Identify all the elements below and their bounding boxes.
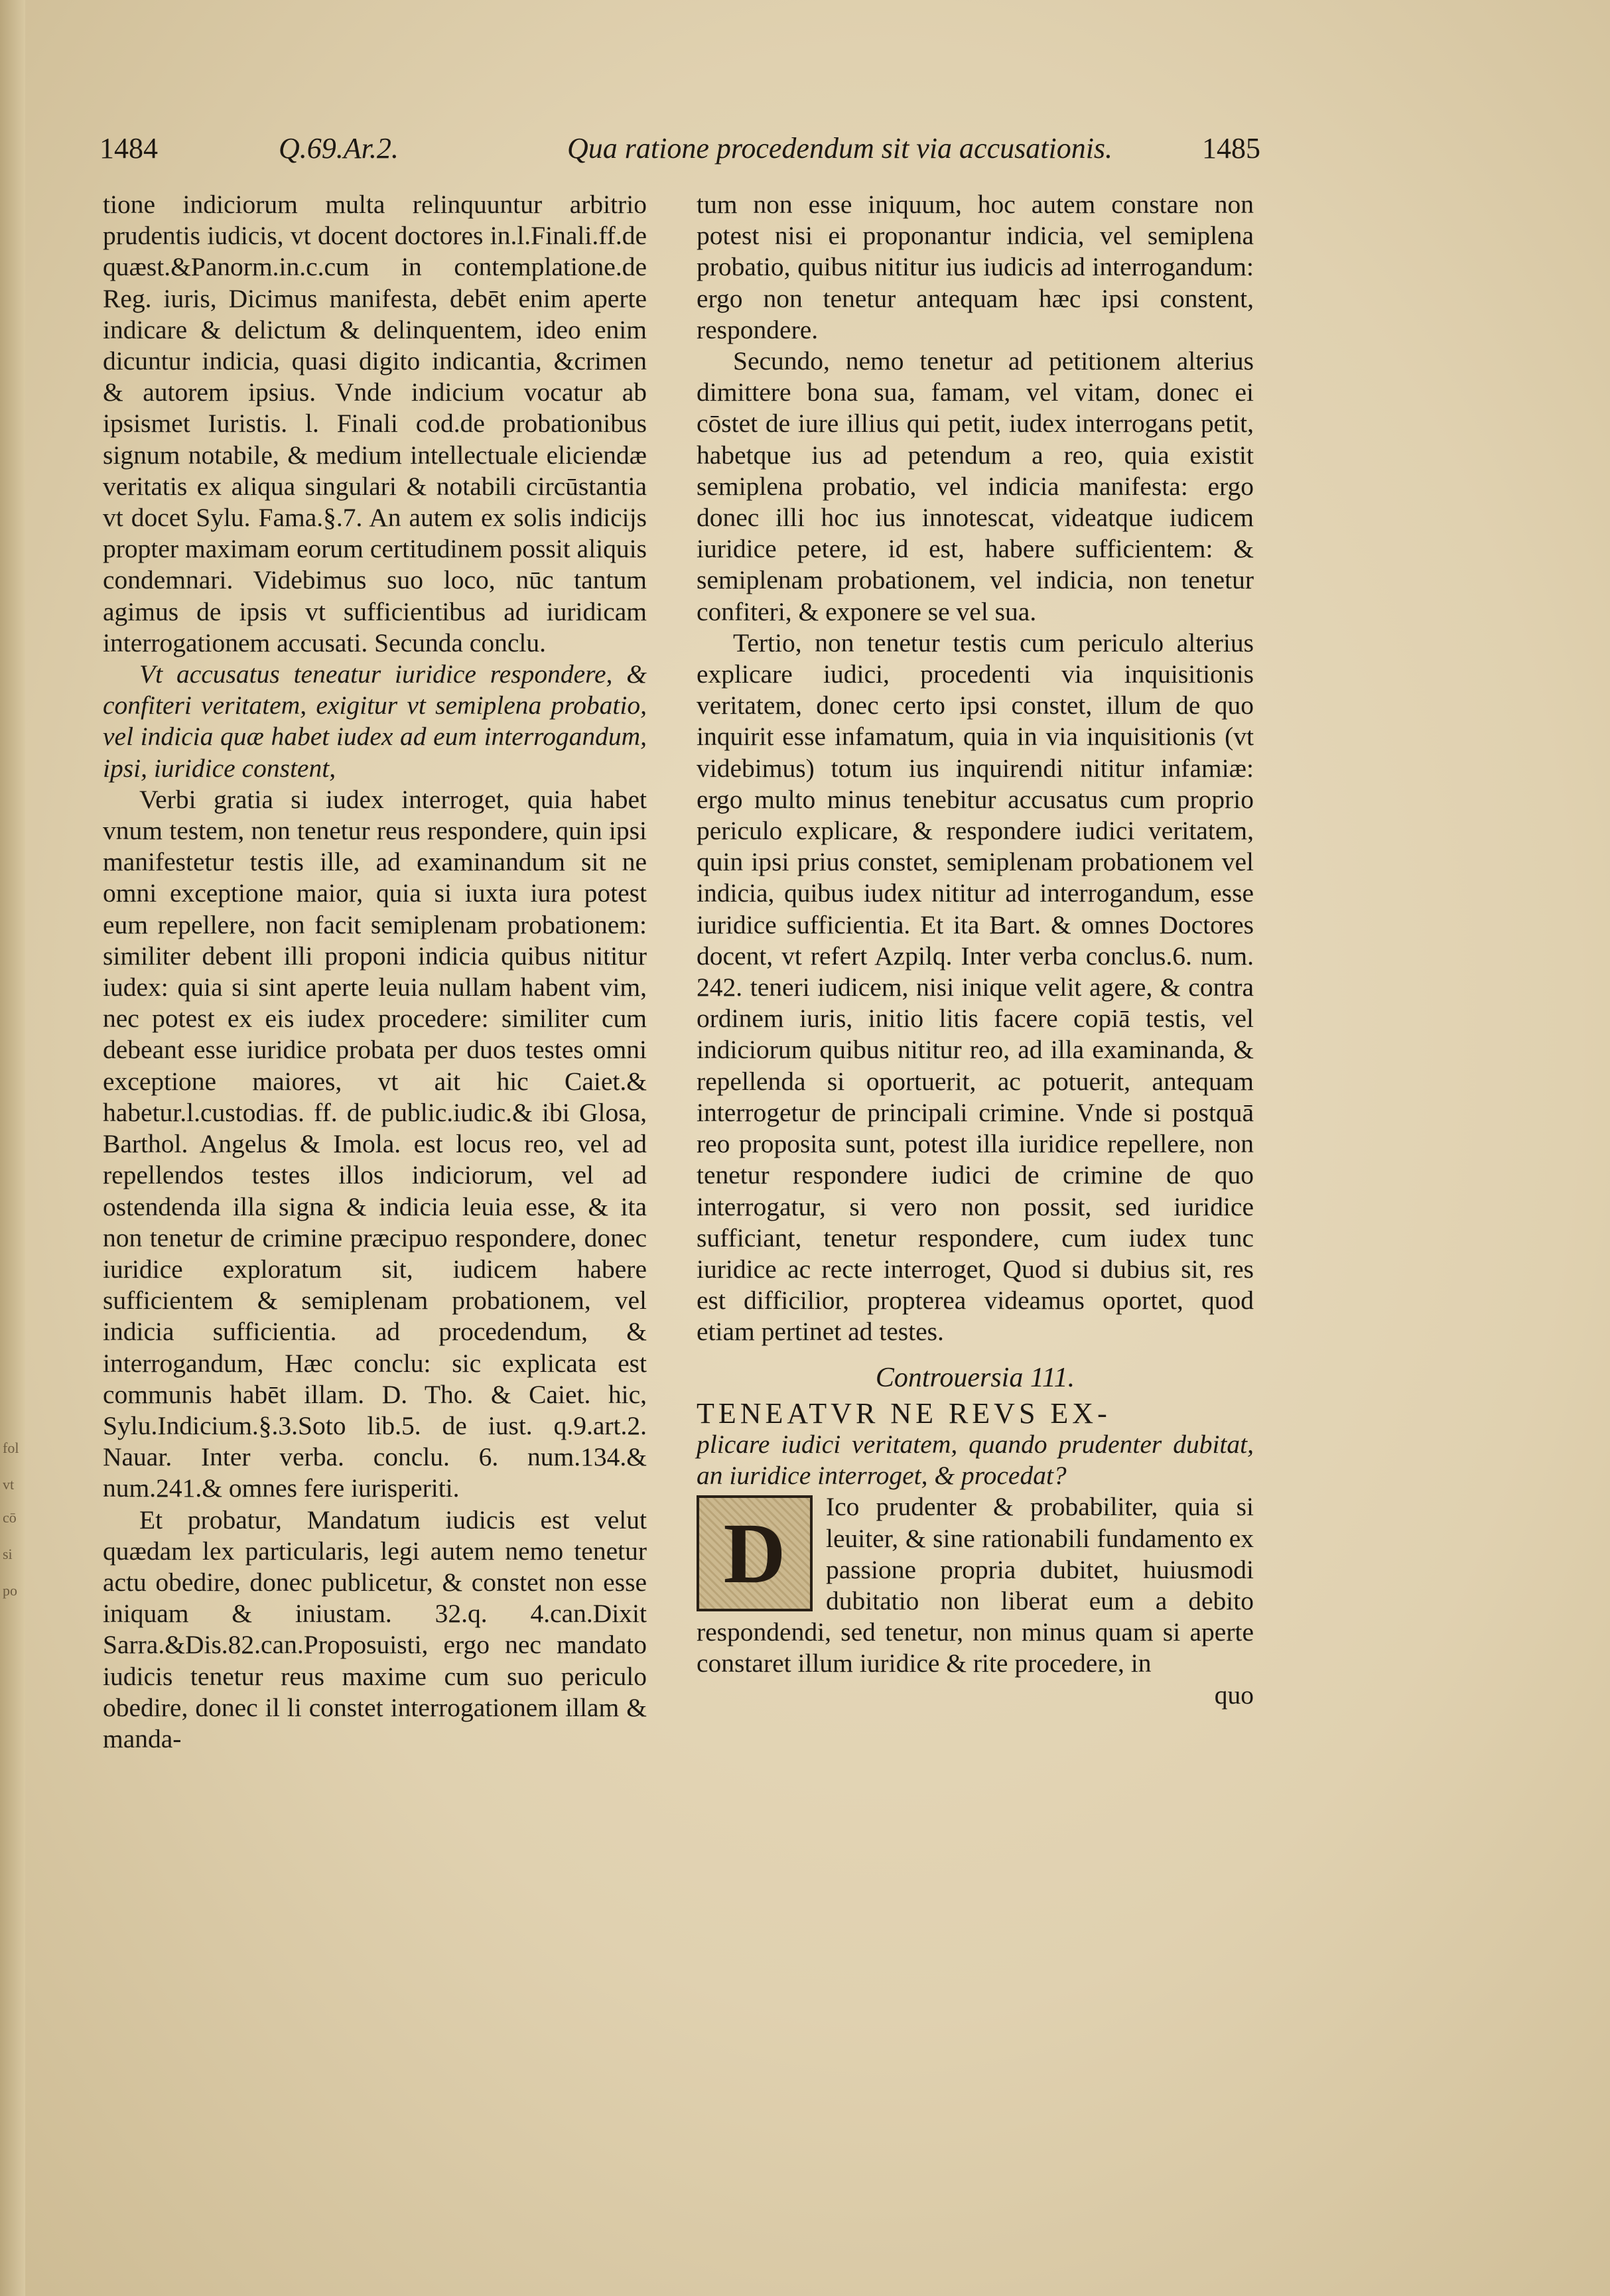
paragraph: Tertio, non tenetur testis cum periculo alterius explicare iudici, procedenti via inquisitionis veritatem, donec certo ipsi constet, illum de quo inquirit esse infamatum, quia in via inquisitionis (vt videbimus) totum ius inquirendi nititur infamiæ: ergo multo minus tenebitur accusatus cum proprio periculo explicare, & respondere iudici veritatem, quin ipsi prius constet, semiplenam probationem vel indicia, quibus iudex nititur ad interrogandum, esse iuridice sufficientia. Et ita Bart. & omnes Doctores docent, vt refert Azpilq. Inter verba conclus.6. num. 242. teneri iudicem, nisi inique velit agere, & contra ordinem iuris, initio litis facere copiā testis, vel indiciorum quibus nititur reo, ad illa examinanda, & repellenda si oportuerit, ac potuerit, antequam interrogetur de principali crimine. Vnde si postquā reo proposita sunt, potest illa iuridice repellere, non tenetur respondere iudici de crimine de quo interrogatur, si vero non possit, sed iuridice sufficiant, tenetur respondere, cum iudex tunc iuridice ac recte interroget, Quod si dubius sit, res est difficilior, propterea videamus oportet, quod etiam pertinet ad testes. [697, 628, 1254, 1347]
margin-note: po [3, 1582, 17, 1599]
controversy-heading: Controuersia 111. [875, 1362, 1075, 1393]
paragraph: Secundo, nemo tenetur ad petitionem alterius dimittere bona sua, famam, vel vitam, donec ei cōstet de iure illius qui petit, iudex interrogans petit, habetque ius ad petendum a reo, quia existit semiplena probatio, vel indicia manifesta: ergo donec illi hoc ius innotescat, videatque iudicem iuridice petere, id est, habere sufficientem: & semiplenam probationem, vel indicia, non tenetur confiteri, & exponere se vel sua. [697, 346, 1254, 626]
question-title-caps: TENEATVR NE REVS EX- [697, 1396, 1111, 1430]
conclusion-statement: Vt accusatus teneatur iuridice respondere, & confiteri veritatem, exigitur vt semiplena probatio, vel indicia quæ habet iudex ad eum interrogandum, ipsi, iuridice constent, [103, 659, 647, 783]
left-running-reference: Q.69.Ar.2. [279, 132, 399, 165]
paragraph-with-initial [697, 1491, 1254, 1679]
running-header [100, 131, 1260, 178]
decorated-initial: D [697, 1495, 813, 1611]
paragraph: Verbi gratia si iudex interroget, quia habet vnum testem, non tenetur reus respondere, quin ipsi manifestetur testis ille, ad examinandum sit ne omni exceptione maior, quia si iuxta iura potest eum repellere, non facit semiplenam probationem: similiter debent illi proponi indicia quibus nititur iudex: quia si sint aperte leuia nullam habent vim, nec potest ex eis iudex procedere: similiter cum debeant esse iuridice probata per duos testes omni exceptione maiores, vt ait hic Caiet.& habetur.l.custodias. ff. de public.iudic.& ibi Glosa, Barthol. Angelus & Imola. est locus reo, vel ad repellendos testes illos indiciorum, vel ad ostendenda illa signa & indicia leuia esse, & ita non tenetur de crimine præcipuo respondere, donec iuridice exploratum sit, iudicem habere sufficientem & semiplenam probationem, vel indicia sufficientia. ad procedendum, & interrogandum, Hæc conclu: sic explicata est communis habēt illam. D. Tho. & Caiet. hic, Sylu.Indicium.§.3.Soto lib.5. de iust. q.9.art.2. Nauar. Inter verba. conclu. 6. num.134.& num.241.& omnes fere iurisperiti. [103, 784, 647, 1503]
right-page-number: 1485 [1202, 132, 1260, 165]
margin-note: vt [3, 1476, 15, 1493]
paragraph-text: Ico prudenter & probabiliter, quia si leuiter, & sine rationabili fundamento ex passione propria dubitet, huiusmodi dubitatio non liberat eum a debito respondendi, sed tenetur, non minus quam si aperte constaret illum iuridice & rite procedere, in [697, 1492, 1254, 1678]
left-column [103, 189, 647, 1755]
left-page-number: 1484 [100, 132, 158, 165]
page-gutter [0, 0, 25, 2296]
paragraph: tum non esse iniquum, hoc autem constare non potest nisi ei proponantur indicia, vel semiplena probatio, quibus nititur ius iudicis ad interrogandum: ergo non tenetur antequam hæc ipsi constent, respondere. [697, 190, 1254, 344]
margin-note: fol [3, 1440, 19, 1456]
paragraph: tione indiciorum multa relinquuntur arbitrio prudentis iudicis, vt docent doctores in.l.Finali.ff.de quæst.&Panorm.in.c.cum in contemplatione.de Reg. iuris, Dicimus manifesta, debēt enim aperte indicare & delictum & delinquentem, ideo enim dicuntur indicia, quasi digito indicantia, &crimen & autorem ipsius. Vnde indicium vocatur ab ipsismet Iuristis. l. Finali cod.de probationibus signum notabile, & medium intellectuale eliciendæ veritatis ex aliqua singulari & notabili circūstantia vt docet Sylu. Fama.§.7. An autem ex solis indicijs propter maximam eorum certitudinem possit aliquis condemnari. Videbimus suo loco, nūc tantum agimus de ipsis vt sufficientibus ad iuridicam interrogationem accusati. Secunda conclu. [103, 190, 647, 657]
right-column [697, 189, 1254, 1711]
right-running-title: Qua ratione procedendum sit via accusationis. [567, 132, 1113, 165]
margin-note: cō [3, 1509, 17, 1526]
question-title: plicare iudici veritatem, quando prudenter dubitat, an iuridice interroget, & procedat? [697, 1429, 1254, 1491]
paragraph: Et probatur, Mandatum iudicis est velut quædam lex particularis, legi autem nemo tenetur actu obedire, donec publicetur, & constet non esse iniquam & iniustam. 32.q. 4.can.Dixit Sarra.&Dis.82.can.Proposuisti, ergo nec mandato iudicis tenetur reus maxime cum suo periculo obedire, donec il li constet interrogationem illam & manda- [103, 1505, 647, 1753]
margin-note: si [3, 1546, 13, 1562]
catchword: quo [1214, 1680, 1254, 1710]
